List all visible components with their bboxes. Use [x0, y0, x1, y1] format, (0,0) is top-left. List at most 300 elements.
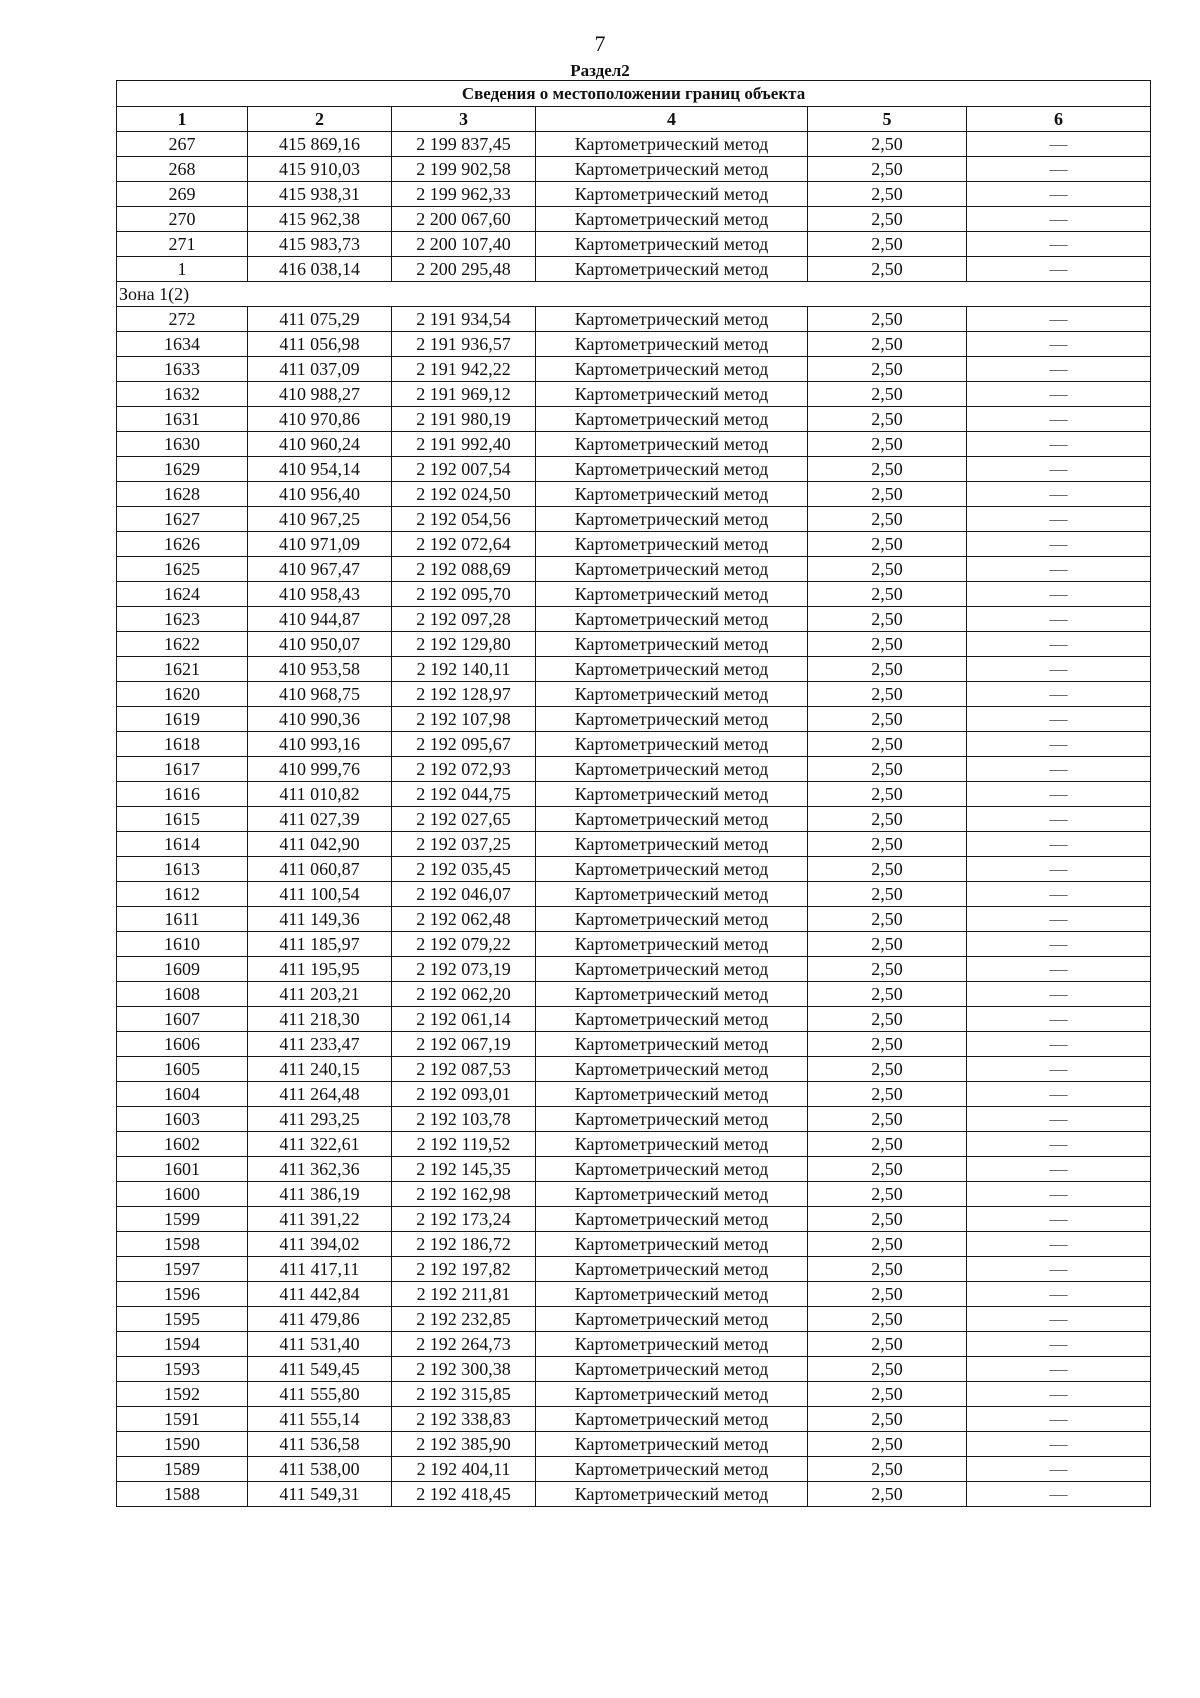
method-cell: Картометрический метод — [536, 882, 808, 907]
note-cell: — — [967, 407, 1151, 432]
method-cell: Картометрический метод — [536, 982, 808, 1007]
point-number-cell: 1601 — [117, 1157, 248, 1182]
method-cell: Картометрический метод — [536, 132, 808, 157]
method-cell: Картометрический метод — [536, 332, 808, 357]
accuracy-cell: 2,50 — [808, 1157, 967, 1182]
y-coordinate-cell: 2 200 295,48 — [392, 257, 536, 282]
method-cell: Картометрический метод — [536, 1482, 808, 1507]
method-cell: Картометрический метод — [536, 1007, 808, 1032]
method-cell: Картометрический метод — [536, 1357, 808, 1382]
y-coordinate-cell: 2 192 067,19 — [392, 1032, 536, 1057]
table-row — [117, 332, 1151, 357]
point-number-cell: 1621 — [117, 657, 248, 682]
point-number-cell: 272 — [117, 307, 248, 332]
accuracy-cell: 2,50 — [808, 357, 967, 382]
point-number-cell: 1602 — [117, 1132, 248, 1157]
point-number-cell: 1626 — [117, 532, 248, 557]
table-row — [117, 557, 1151, 582]
y-coordinate-cell: 2 191 992,40 — [392, 432, 536, 457]
table-row — [117, 807, 1151, 832]
point-number-cell: 1619 — [117, 707, 248, 732]
y-coordinate-cell: 2 191 934,54 — [392, 307, 536, 332]
note-cell: — — [967, 1157, 1151, 1182]
y-coordinate-cell: 2 192 119,52 — [392, 1132, 536, 1157]
method-cell: Картометрический метод — [536, 832, 808, 857]
note-cell: — — [967, 257, 1151, 282]
x-coordinate-cell: 411 549,45 — [248, 1357, 392, 1382]
x-coordinate-cell: 411 056,98 — [248, 332, 392, 357]
point-number-cell: 1616 — [117, 782, 248, 807]
x-coordinate-cell: 411 531,40 — [248, 1332, 392, 1357]
accuracy-cell: 2,50 — [808, 907, 967, 932]
accuracy-cell: 2,50 — [808, 582, 967, 607]
y-coordinate-cell: 2 192 385,90 — [392, 1432, 536, 1457]
accuracy-cell: 2,50 — [808, 1232, 967, 1257]
method-cell: Картометрический метод — [536, 607, 808, 632]
accuracy-cell: 2,50 — [808, 1057, 967, 1082]
accuracy-cell: 2,50 — [808, 1432, 967, 1457]
x-coordinate-cell: 410 970,86 — [248, 407, 392, 432]
y-coordinate-cell: 2 192 097,28 — [392, 607, 536, 632]
method-cell: Картометрический метод — [536, 1257, 808, 1282]
accuracy-cell: 2,50 — [808, 182, 967, 207]
y-coordinate-cell: 2 192 140,11 — [392, 657, 536, 682]
accuracy-cell: 2,50 — [808, 557, 967, 582]
y-coordinate-cell: 2 192 007,54 — [392, 457, 536, 482]
point-number-cell: 1591 — [117, 1407, 248, 1432]
table-row — [117, 657, 1151, 682]
point-number-cell: 1614 — [117, 832, 248, 857]
table-row — [117, 1057, 1151, 1082]
accuracy-cell: 2,50 — [808, 1257, 967, 1282]
point-number-cell: 1 — [117, 257, 248, 282]
note-cell: — — [967, 1207, 1151, 1232]
method-cell: Картометрический метод — [536, 557, 808, 582]
accuracy-cell: 2,50 — [808, 857, 967, 882]
note-cell: — — [967, 707, 1151, 732]
point-number-cell: 1588 — [117, 1482, 248, 1507]
table-row — [117, 307, 1151, 332]
x-coordinate-cell: 411 391,22 — [248, 1207, 392, 1232]
note-cell: — — [967, 782, 1151, 807]
accuracy-cell: 2,50 — [808, 407, 967, 432]
note-cell: — — [967, 1432, 1151, 1457]
note-cell: — — [967, 332, 1151, 357]
accuracy-cell: 2,50 — [808, 307, 967, 332]
y-coordinate-cell: 2 192 173,24 — [392, 1207, 536, 1232]
accuracy-cell: 2,50 — [808, 457, 967, 482]
method-cell: Картометрический метод — [536, 807, 808, 832]
note-cell: — — [967, 157, 1151, 182]
method-cell: Картометрический метод — [536, 482, 808, 507]
x-coordinate-cell: 411 417,11 — [248, 1257, 392, 1282]
x-coordinate-cell: 411 075,29 — [248, 307, 392, 332]
accuracy-cell: 2,50 — [808, 157, 967, 182]
accuracy-cell: 2,50 — [808, 807, 967, 832]
table-row — [117, 157, 1151, 182]
column-number-3: 3 — [392, 107, 536, 132]
accuracy-cell: 2,50 — [808, 682, 967, 707]
point-number-cell: 1606 — [117, 1032, 248, 1057]
table-row — [117, 1082, 1151, 1107]
method-cell: Картометрический метод — [536, 532, 808, 557]
y-coordinate-cell: 2 192 024,50 — [392, 482, 536, 507]
point-number-cell: 1610 — [117, 932, 248, 957]
page-number: 7 — [594, 31, 606, 56]
point-number-cell: 1615 — [117, 807, 248, 832]
note-cell: — — [967, 482, 1151, 507]
y-coordinate-cell: 2 192 046,07 — [392, 882, 536, 907]
method-cell: Картометрический метод — [536, 1132, 808, 1157]
y-coordinate-cell: 2 192 072,64 — [392, 532, 536, 557]
note-cell: — — [967, 307, 1151, 332]
x-coordinate-cell: 411 240,15 — [248, 1057, 392, 1082]
method-cell: Картометрический метод — [536, 582, 808, 607]
y-coordinate-cell: 2 192 162,98 — [392, 1182, 536, 1207]
table-row — [117, 1482, 1151, 1507]
table-row — [117, 782, 1151, 807]
accuracy-cell: 2,50 — [808, 732, 967, 757]
x-coordinate-cell: 410 990,36 — [248, 707, 392, 732]
method-cell: Картометрический метод — [536, 757, 808, 782]
x-coordinate-cell: 411 555,80 — [248, 1382, 392, 1407]
point-number-cell: 1631 — [117, 407, 248, 432]
point-number-cell: 1604 — [117, 1082, 248, 1107]
accuracy-cell: 2,50 — [808, 507, 967, 532]
table-row — [117, 382, 1151, 407]
y-coordinate-cell: 2 192 300,38 — [392, 1357, 536, 1382]
note-cell: — — [967, 457, 1151, 482]
accuracy-cell: 2,50 — [808, 332, 967, 357]
x-coordinate-cell: 411 479,86 — [248, 1307, 392, 1332]
point-number-cell: 1607 — [117, 1007, 248, 1032]
table-row — [117, 732, 1151, 757]
y-coordinate-cell: 2 199 962,33 — [392, 182, 536, 207]
x-coordinate-cell: 411 386,19 — [248, 1182, 392, 1207]
point-number-cell: 1620 — [117, 682, 248, 707]
y-coordinate-cell: 2 199 902,58 — [392, 157, 536, 182]
method-cell: Картометрический метод — [536, 257, 808, 282]
table-row — [117, 507, 1151, 532]
method-cell: Картометрический метод — [536, 1332, 808, 1357]
x-coordinate-cell: 410 967,47 — [248, 557, 392, 582]
note-cell: — — [967, 957, 1151, 982]
y-coordinate-cell: 2 192 095,70 — [392, 582, 536, 607]
x-coordinate-cell: 411 060,87 — [248, 857, 392, 882]
note-cell: — — [967, 932, 1151, 957]
method-cell: Картометрический метод — [536, 1082, 808, 1107]
accuracy-cell: 2,50 — [808, 1082, 967, 1107]
zone-header-row — [117, 282, 1151, 307]
x-coordinate-cell: 411 538,00 — [248, 1457, 392, 1482]
accuracy-cell: 2,50 — [808, 482, 967, 507]
note-cell: — — [967, 532, 1151, 557]
x-coordinate-cell: 410 944,87 — [248, 607, 392, 632]
table-row — [117, 532, 1151, 557]
note-cell: — — [967, 1082, 1151, 1107]
column-number-4: 4 — [536, 107, 808, 132]
point-number-cell: 1627 — [117, 507, 248, 532]
note-cell: — — [967, 1457, 1151, 1482]
table-row — [117, 957, 1151, 982]
method-cell: Картометрический метод — [536, 407, 808, 432]
table-row — [117, 582, 1151, 607]
note-cell: — — [967, 1032, 1151, 1057]
accuracy-cell: 2,50 — [808, 1332, 967, 1357]
accuracy-cell: 2,50 — [808, 882, 967, 907]
note-cell: — — [967, 1007, 1151, 1032]
y-coordinate-cell: 2 192 095,67 — [392, 732, 536, 757]
boundary-coordinates-table — [116, 80, 1151, 1507]
column-number-row — [117, 107, 1151, 132]
x-coordinate-cell: 410 999,76 — [248, 757, 392, 782]
note-cell: — — [967, 1382, 1151, 1407]
note-cell: — — [967, 982, 1151, 1007]
y-coordinate-cell: 2 191 980,19 — [392, 407, 536, 432]
note-cell: — — [967, 657, 1151, 682]
method-cell: Картометрический метод — [536, 432, 808, 457]
method-cell: Картометрический метод — [536, 1432, 808, 1457]
table-row — [117, 682, 1151, 707]
point-number-cell: 1628 — [117, 482, 248, 507]
y-coordinate-cell: 2 192 035,45 — [392, 857, 536, 882]
point-number-cell: 271 — [117, 232, 248, 257]
x-coordinate-cell: 411 549,31 — [248, 1482, 392, 1507]
method-cell: Картометрический метод — [536, 1157, 808, 1182]
y-coordinate-cell: 2 192 315,85 — [392, 1382, 536, 1407]
point-number-cell: 1634 — [117, 332, 248, 357]
note-cell: — — [967, 632, 1151, 657]
x-coordinate-cell: 415 910,03 — [248, 157, 392, 182]
y-coordinate-cell: 2 192 093,01 — [392, 1082, 536, 1107]
method-cell: Картометрический метод — [536, 857, 808, 882]
column-number-6: 6 — [967, 107, 1151, 132]
accuracy-cell: 2,50 — [808, 232, 967, 257]
point-number-cell: 1599 — [117, 1207, 248, 1232]
table-row — [117, 1182, 1151, 1207]
table-row — [117, 132, 1151, 157]
table-caption: Сведения о местоположении границ объекта — [117, 81, 1151, 107]
y-coordinate-cell: 2 192 054,56 — [392, 507, 536, 532]
accuracy-cell: 2,50 — [808, 1282, 967, 1307]
accuracy-cell: 2,50 — [808, 932, 967, 957]
table-row — [117, 882, 1151, 907]
point-number-cell: 1629 — [117, 457, 248, 482]
method-cell: Картометрический метод — [536, 932, 808, 957]
accuracy-cell: 2,50 — [808, 957, 967, 982]
table-row — [117, 1457, 1151, 1482]
method-cell: Картометрический метод — [536, 682, 808, 707]
point-number-cell: 1590 — [117, 1432, 248, 1457]
x-coordinate-cell: 410 958,43 — [248, 582, 392, 607]
x-coordinate-cell: 411 555,14 — [248, 1407, 392, 1432]
table-row — [117, 1232, 1151, 1257]
accuracy-cell: 2,50 — [808, 657, 967, 682]
x-coordinate-cell: 411 203,21 — [248, 982, 392, 1007]
x-coordinate-cell: 411 362,36 — [248, 1157, 392, 1182]
x-coordinate-cell: 411 037,09 — [248, 357, 392, 382]
point-number-cell: 269 — [117, 182, 248, 207]
note-cell: — — [967, 1057, 1151, 1082]
point-number-cell: 1622 — [117, 632, 248, 657]
point-number-cell: 1592 — [117, 1382, 248, 1407]
method-cell: Картометрический метод — [536, 1282, 808, 1307]
y-coordinate-cell: 2 192 211,81 — [392, 1282, 536, 1307]
note-cell: — — [967, 182, 1151, 207]
note-cell: — — [967, 1307, 1151, 1332]
note-cell: — — [967, 1182, 1151, 1207]
point-number-cell: 1613 — [117, 857, 248, 882]
y-coordinate-cell: 2 192 232,85 — [392, 1307, 536, 1332]
note-cell: — — [967, 732, 1151, 757]
point-number-cell: 1623 — [117, 607, 248, 632]
method-cell: Картометрический метод — [536, 207, 808, 232]
note-cell: — — [967, 1482, 1151, 1507]
table-row — [117, 1207, 1151, 1232]
method-cell: Картометрический метод — [536, 382, 808, 407]
x-coordinate-cell: 415 962,38 — [248, 207, 392, 232]
note-cell: — — [967, 857, 1151, 882]
x-coordinate-cell: 410 950,07 — [248, 632, 392, 657]
y-coordinate-cell: 2 192 027,65 — [392, 807, 536, 832]
x-coordinate-cell: 410 968,75 — [248, 682, 392, 707]
point-number-cell: 1611 — [117, 907, 248, 932]
y-coordinate-cell: 2 192 186,72 — [392, 1232, 536, 1257]
y-coordinate-cell: 2 192 129,80 — [392, 632, 536, 657]
y-coordinate-cell: 2 191 969,12 — [392, 382, 536, 407]
table-row — [117, 407, 1151, 432]
table-row — [117, 1257, 1151, 1282]
table-row — [117, 632, 1151, 657]
method-cell: Картометрический метод — [536, 1207, 808, 1232]
accuracy-cell: 2,50 — [808, 632, 967, 657]
point-number-cell: 1605 — [117, 1057, 248, 1082]
method-cell: Картометрический метод — [536, 707, 808, 732]
note-cell: — — [967, 832, 1151, 857]
point-number-cell: 1595 — [117, 1307, 248, 1332]
table-row — [117, 1357, 1151, 1382]
y-coordinate-cell: 2 192 404,11 — [392, 1457, 536, 1482]
y-coordinate-cell: 2 199 837,45 — [392, 132, 536, 157]
point-number-cell: 1600 — [117, 1182, 248, 1207]
accuracy-cell: 2,50 — [808, 1182, 967, 1207]
note-cell: — — [967, 682, 1151, 707]
table-row — [117, 232, 1151, 257]
table-row — [117, 907, 1151, 932]
x-coordinate-cell: 410 988,27 — [248, 382, 392, 407]
y-coordinate-cell: 2 192 087,53 — [392, 1057, 536, 1082]
accuracy-cell: 2,50 — [808, 1407, 967, 1432]
x-coordinate-cell: 410 953,58 — [248, 657, 392, 682]
method-cell: Картометрический метод — [536, 1307, 808, 1332]
method-cell: Картометрический метод — [536, 457, 808, 482]
table-row — [117, 357, 1151, 382]
point-number-cell: 1612 — [117, 882, 248, 907]
x-coordinate-cell: 411 322,61 — [248, 1132, 392, 1157]
y-coordinate-cell: 2 192 088,69 — [392, 557, 536, 582]
method-cell: Картометрический метод — [536, 782, 808, 807]
note-cell: — — [967, 207, 1151, 232]
table-row — [117, 1157, 1151, 1182]
y-coordinate-cell: 2 192 103,78 — [392, 1107, 536, 1132]
x-coordinate-cell: 416 038,14 — [248, 257, 392, 282]
x-coordinate-cell: 411 100,54 — [248, 882, 392, 907]
method-cell: Картометрический метод — [536, 307, 808, 332]
note-cell: — — [967, 1132, 1151, 1157]
table-row — [117, 182, 1151, 207]
x-coordinate-cell: 411 293,25 — [248, 1107, 392, 1132]
x-coordinate-cell: 410 956,40 — [248, 482, 392, 507]
note-cell: — — [967, 557, 1151, 582]
x-coordinate-cell: 415 869,16 — [248, 132, 392, 157]
method-cell: Картометрический метод — [536, 1182, 808, 1207]
method-cell: Картометрический метод — [536, 357, 808, 382]
table-row — [117, 457, 1151, 482]
point-number-cell: 270 — [117, 207, 248, 232]
y-coordinate-cell: 2 192 062,48 — [392, 907, 536, 932]
note-cell: — — [967, 1282, 1151, 1307]
y-coordinate-cell: 2 192 128,97 — [392, 682, 536, 707]
y-coordinate-cell: 2 200 067,60 — [392, 207, 536, 232]
x-coordinate-cell: 411 010,82 — [248, 782, 392, 807]
y-coordinate-cell: 2 192 264,73 — [392, 1332, 536, 1357]
method-cell: Картометрический метод — [536, 632, 808, 657]
x-coordinate-cell: 411 218,30 — [248, 1007, 392, 1032]
point-number-cell: 1609 — [117, 957, 248, 982]
x-coordinate-cell: 410 967,25 — [248, 507, 392, 532]
x-coordinate-cell: 410 993,16 — [248, 732, 392, 757]
note-cell: — — [967, 582, 1151, 607]
table-row — [117, 1282, 1151, 1307]
y-coordinate-cell: 2 191 942,22 — [392, 357, 536, 382]
x-coordinate-cell: 411 042,90 — [248, 832, 392, 857]
accuracy-cell: 2,50 — [808, 832, 967, 857]
x-coordinate-cell: 410 960,24 — [248, 432, 392, 457]
table-row — [117, 1432, 1151, 1457]
table-row — [117, 1007, 1151, 1032]
accuracy-cell: 2,50 — [808, 1107, 967, 1132]
y-coordinate-cell: 2 191 936,57 — [392, 332, 536, 357]
accuracy-cell: 2,50 — [808, 1457, 967, 1482]
point-number-cell: 1632 — [117, 382, 248, 407]
method-cell: Картометрический метод — [536, 1032, 808, 1057]
note-cell: — — [967, 1407, 1151, 1432]
column-number-2: 2 — [248, 107, 392, 132]
table-row — [117, 982, 1151, 1007]
note-cell: — — [967, 357, 1151, 382]
accuracy-cell: 2,50 — [808, 382, 967, 407]
table-caption-row — [117, 81, 1151, 107]
accuracy-cell: 2,50 — [808, 1357, 967, 1382]
accuracy-cell: 2,50 — [808, 982, 967, 1007]
section-title: Раздел2 — [570, 61, 630, 80]
table-row — [117, 1307, 1151, 1332]
accuracy-cell: 2,50 — [808, 1132, 967, 1157]
zone-label: Зона 1(2) — [117, 282, 1151, 307]
point-number-cell: 1624 — [117, 582, 248, 607]
method-cell: Картометрический метод — [536, 1057, 808, 1082]
note-cell: — — [967, 882, 1151, 907]
point-number-cell: 1618 — [117, 732, 248, 757]
y-coordinate-cell: 2 200 107,40 — [392, 232, 536, 257]
accuracy-cell: 2,50 — [808, 782, 967, 807]
table-row — [117, 1032, 1151, 1057]
y-coordinate-cell: 2 192 061,14 — [392, 1007, 536, 1032]
accuracy-cell: 2,50 — [808, 532, 967, 557]
table-row — [117, 757, 1151, 782]
column-number-5: 5 — [808, 107, 967, 132]
accuracy-cell: 2,50 — [808, 1207, 967, 1232]
